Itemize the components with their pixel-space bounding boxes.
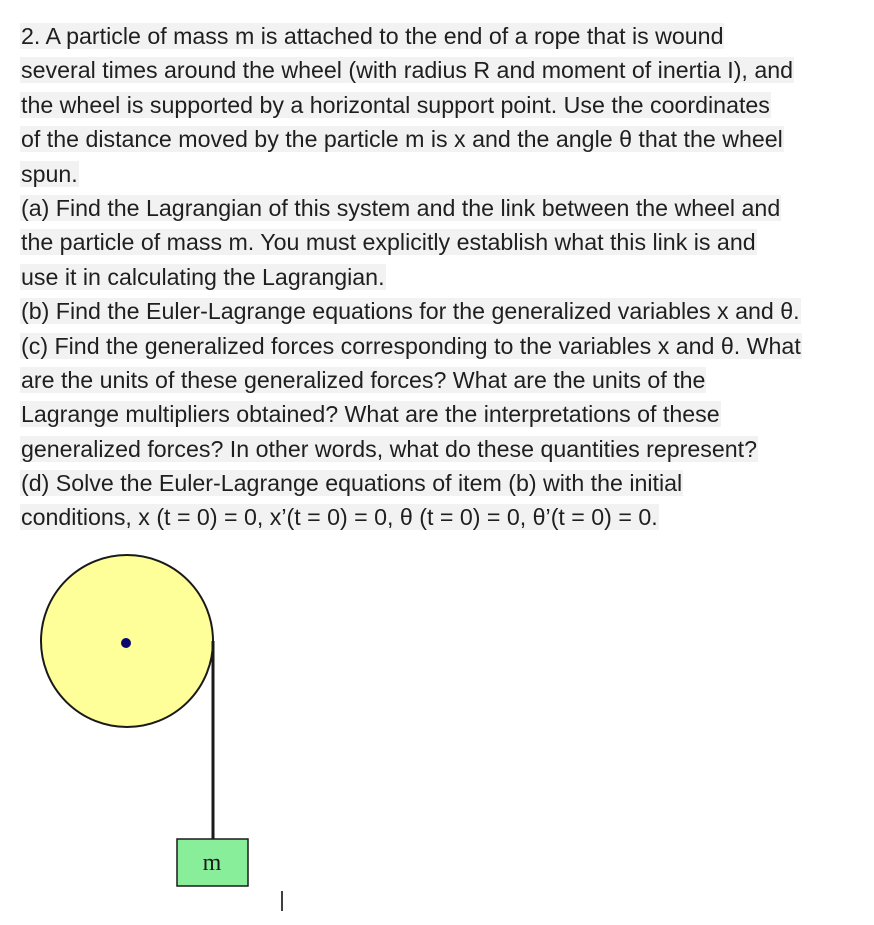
part-c-line-3: Lagrange multipliers obtained? What are the interpretations of these (21, 401, 720, 428)
pulley-diagram (0, 540, 874, 925)
part-a-line-2: the particle of mass m. You must explicitly establish what this link is and (21, 229, 756, 256)
part-b-line-1: (b) Find the Euler-Lagrange equations for the generalized variables x and θ. (21, 298, 800, 325)
part-c-line-4: generalized forces? In other words, what do these quantities represent? (21, 435, 757, 462)
mass-label: m (202, 850, 222, 876)
problem-statement (20, 19, 854, 535)
problem-line-5: spun. (21, 160, 78, 187)
part-c-line-2: are the units of these generalized forces? What are the units of the (21, 366, 706, 393)
part-d-line-1: (d) Solve the Euler-Lagrange equations of item (b) with the initial (21, 470, 683, 497)
problem-line-4: of the distance moved by the particle m is x and the angle θ that the wheel (21, 126, 783, 153)
problem-line-2: several times around the wheel (with radius R and moment of inertia I), and (21, 57, 794, 84)
part-a-line-1: (a) Find the Lagrangian of this system and the link between the wheel and (21, 194, 781, 221)
problem-line-3: the wheel is supported by a horizontal support point. Use the coordinates (21, 91, 770, 118)
part-a-line-3: use it in calculating the Lagrangian. (21, 263, 385, 290)
problem-line-1: 2. A particle of mass m is attached to the end of a rope that is wound (21, 23, 724, 49)
part-c-line-1: (c) Find the generalized forces corresponding to the variables x and θ. What (21, 332, 801, 359)
wheel-axle (121, 638, 131, 648)
part-d-line-2: conditions, x (t = 0) = 0, x’(t = 0) = 0, θ (t = 0) = 0, θ’(t = 0) = 0. (21, 504, 658, 531)
